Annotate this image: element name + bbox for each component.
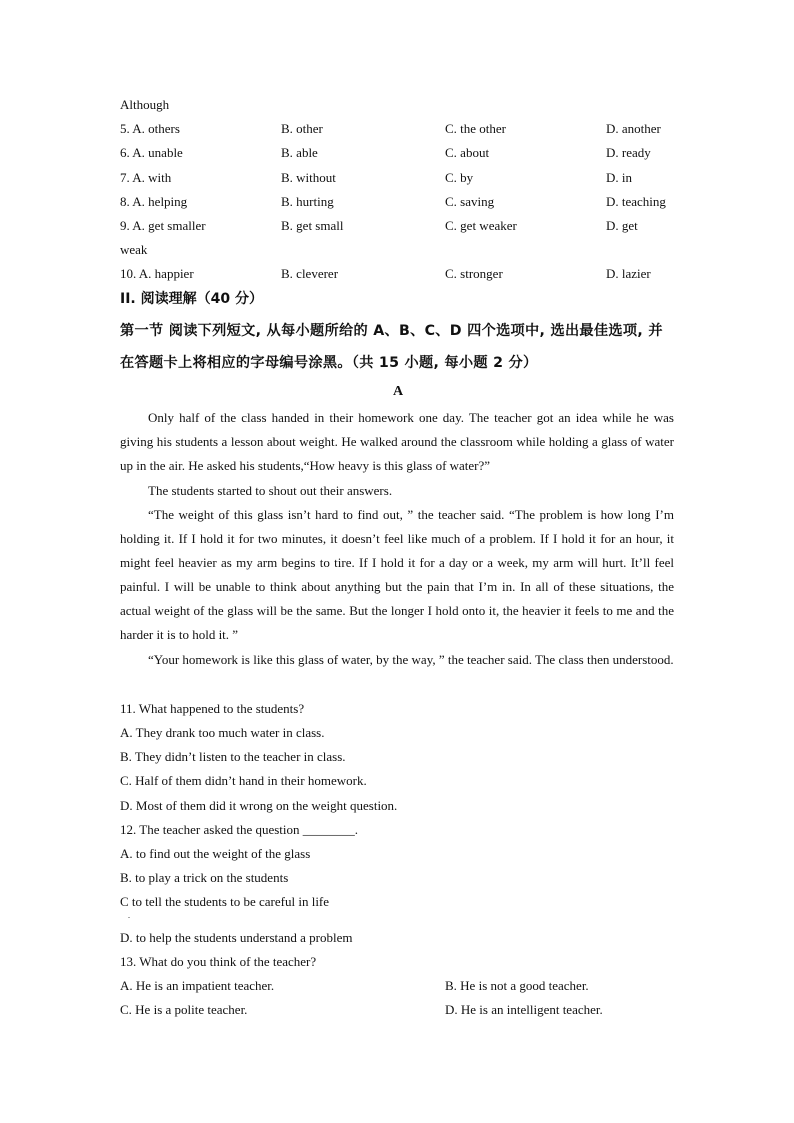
answer-option: D. to help the students understand a problem [120, 930, 353, 945]
answer-option-row [120, 978, 680, 994]
passage-label: A [392, 384, 404, 399]
option-c: C. get weaker [445, 218, 517, 233]
options-row [120, 145, 680, 161]
answer-option: A. He is an impatient teacher. [120, 978, 275, 993]
option-a: 5. A. others [120, 121, 180, 136]
options-row [120, 121, 680, 137]
option-d: D. in [606, 170, 632, 185]
options-row [120, 170, 680, 186]
options-row [120, 266, 680, 282]
option-d: D. teaching [606, 194, 666, 209]
stray-dot: . [128, 911, 130, 920]
answer-option-row [120, 1002, 680, 1018]
option-d: D. lazier [606, 266, 651, 281]
wrapped-word: weak [120, 242, 148, 257]
paragraph: “Your homework is like this glass of water, by the way, ” the teacher said. The class then understood. [148, 652, 674, 667]
option-b: B. hurting [281, 194, 334, 209]
option-b: B. get small [281, 218, 344, 233]
paragraph: Only half of the class handed in their homework one day. The teacher got an idea while he was giving his students a lesson about weight. He walked around the classroom while holding a glass of water up in the air. He asked his students,“How heavy is this glass of water?” [120, 410, 674, 473]
paragraph: The students started to shout out their answers. [148, 483, 393, 498]
option-a: 10. A. happier [120, 266, 194, 281]
answer-option: B. They didn’t listen to the teacher in class. [120, 749, 346, 764]
option-c: C. by [445, 170, 474, 185]
instruction: 第一节 阅读下列短文, 从每小题所给的 A、B、C、D 四个选项中, 选出最佳选项, 并在答题卡上将相应的字母编号涂黑。（共 15 小题, 每小题 2 分） [120, 323, 663, 371]
option-c: C. the other [445, 121, 507, 136]
answer-option: C. Half of them didn’t hand in their homework. [120, 773, 367, 788]
option-c: C. saving [445, 194, 495, 209]
option-a: 6. A. unable [120, 145, 183, 160]
answer-option: B. to play a trick on the students [120, 870, 289, 885]
answer-option: D. Most of them did it wrong on the weight question. [120, 798, 398, 813]
option-d: D. another [606, 121, 661, 136]
option-c: C. stronger [445, 266, 503, 281]
question-stem: 12. The teacher asked the question ________. [120, 822, 359, 837]
option-a: 9. A. get smaller [120, 218, 206, 233]
answer-option: A. They drank too much water in class. [120, 725, 325, 740]
option-b: B. able [281, 145, 318, 160]
paragraph: “The weight of this glass isn’t hard to find out, ” the teacher said. “The problem is how long I’m holding it. If I hold it for two minutes, it doesn’t feel like much of a problem. If I hold it for an hour, it might feel heavier as my arm begins to tire. If I hold it for a day or a week, my arm will hurt. It’ll feel painful. I will be unable to think about anything but the pain that I’m in. In all of these situations, the actual weight of the glass will be the same. But the longer I hold onto it, the heavier it feels to me and the harder it is to hold it. ” [120, 507, 674, 642]
answer-option: D. He is an intelligent teacher. [445, 1002, 603, 1017]
answer-option: A. to find out the weight of the glass [120, 846, 311, 861]
options-row [120, 218, 680, 234]
answer-option: C. He is a polite teacher. [120, 1002, 248, 1017]
question-stem: 11. What happened to the students? [120, 701, 305, 716]
option-b: B. without [281, 170, 336, 185]
option-a: 7. A. with [120, 170, 172, 185]
question-stem: 13. What do you think of the teacher? [120, 954, 317, 969]
top-fragment: Although [120, 97, 170, 112]
answer-option: B. He is not a good teacher. [445, 978, 589, 993]
section-title: II. 阅读理解（40 分） [120, 291, 263, 307]
option-c: C. about [445, 145, 490, 160]
options-row [120, 194, 680, 210]
option-b: B. other [281, 121, 323, 136]
option-d: D. get [606, 218, 638, 233]
answer-option: C to tell the students to be careful in life [120, 894, 330, 909]
option-a: 8. A. helping [120, 194, 188, 209]
option-b: B. cleverer [281, 266, 339, 281]
option-d: D. ready [606, 145, 651, 160]
